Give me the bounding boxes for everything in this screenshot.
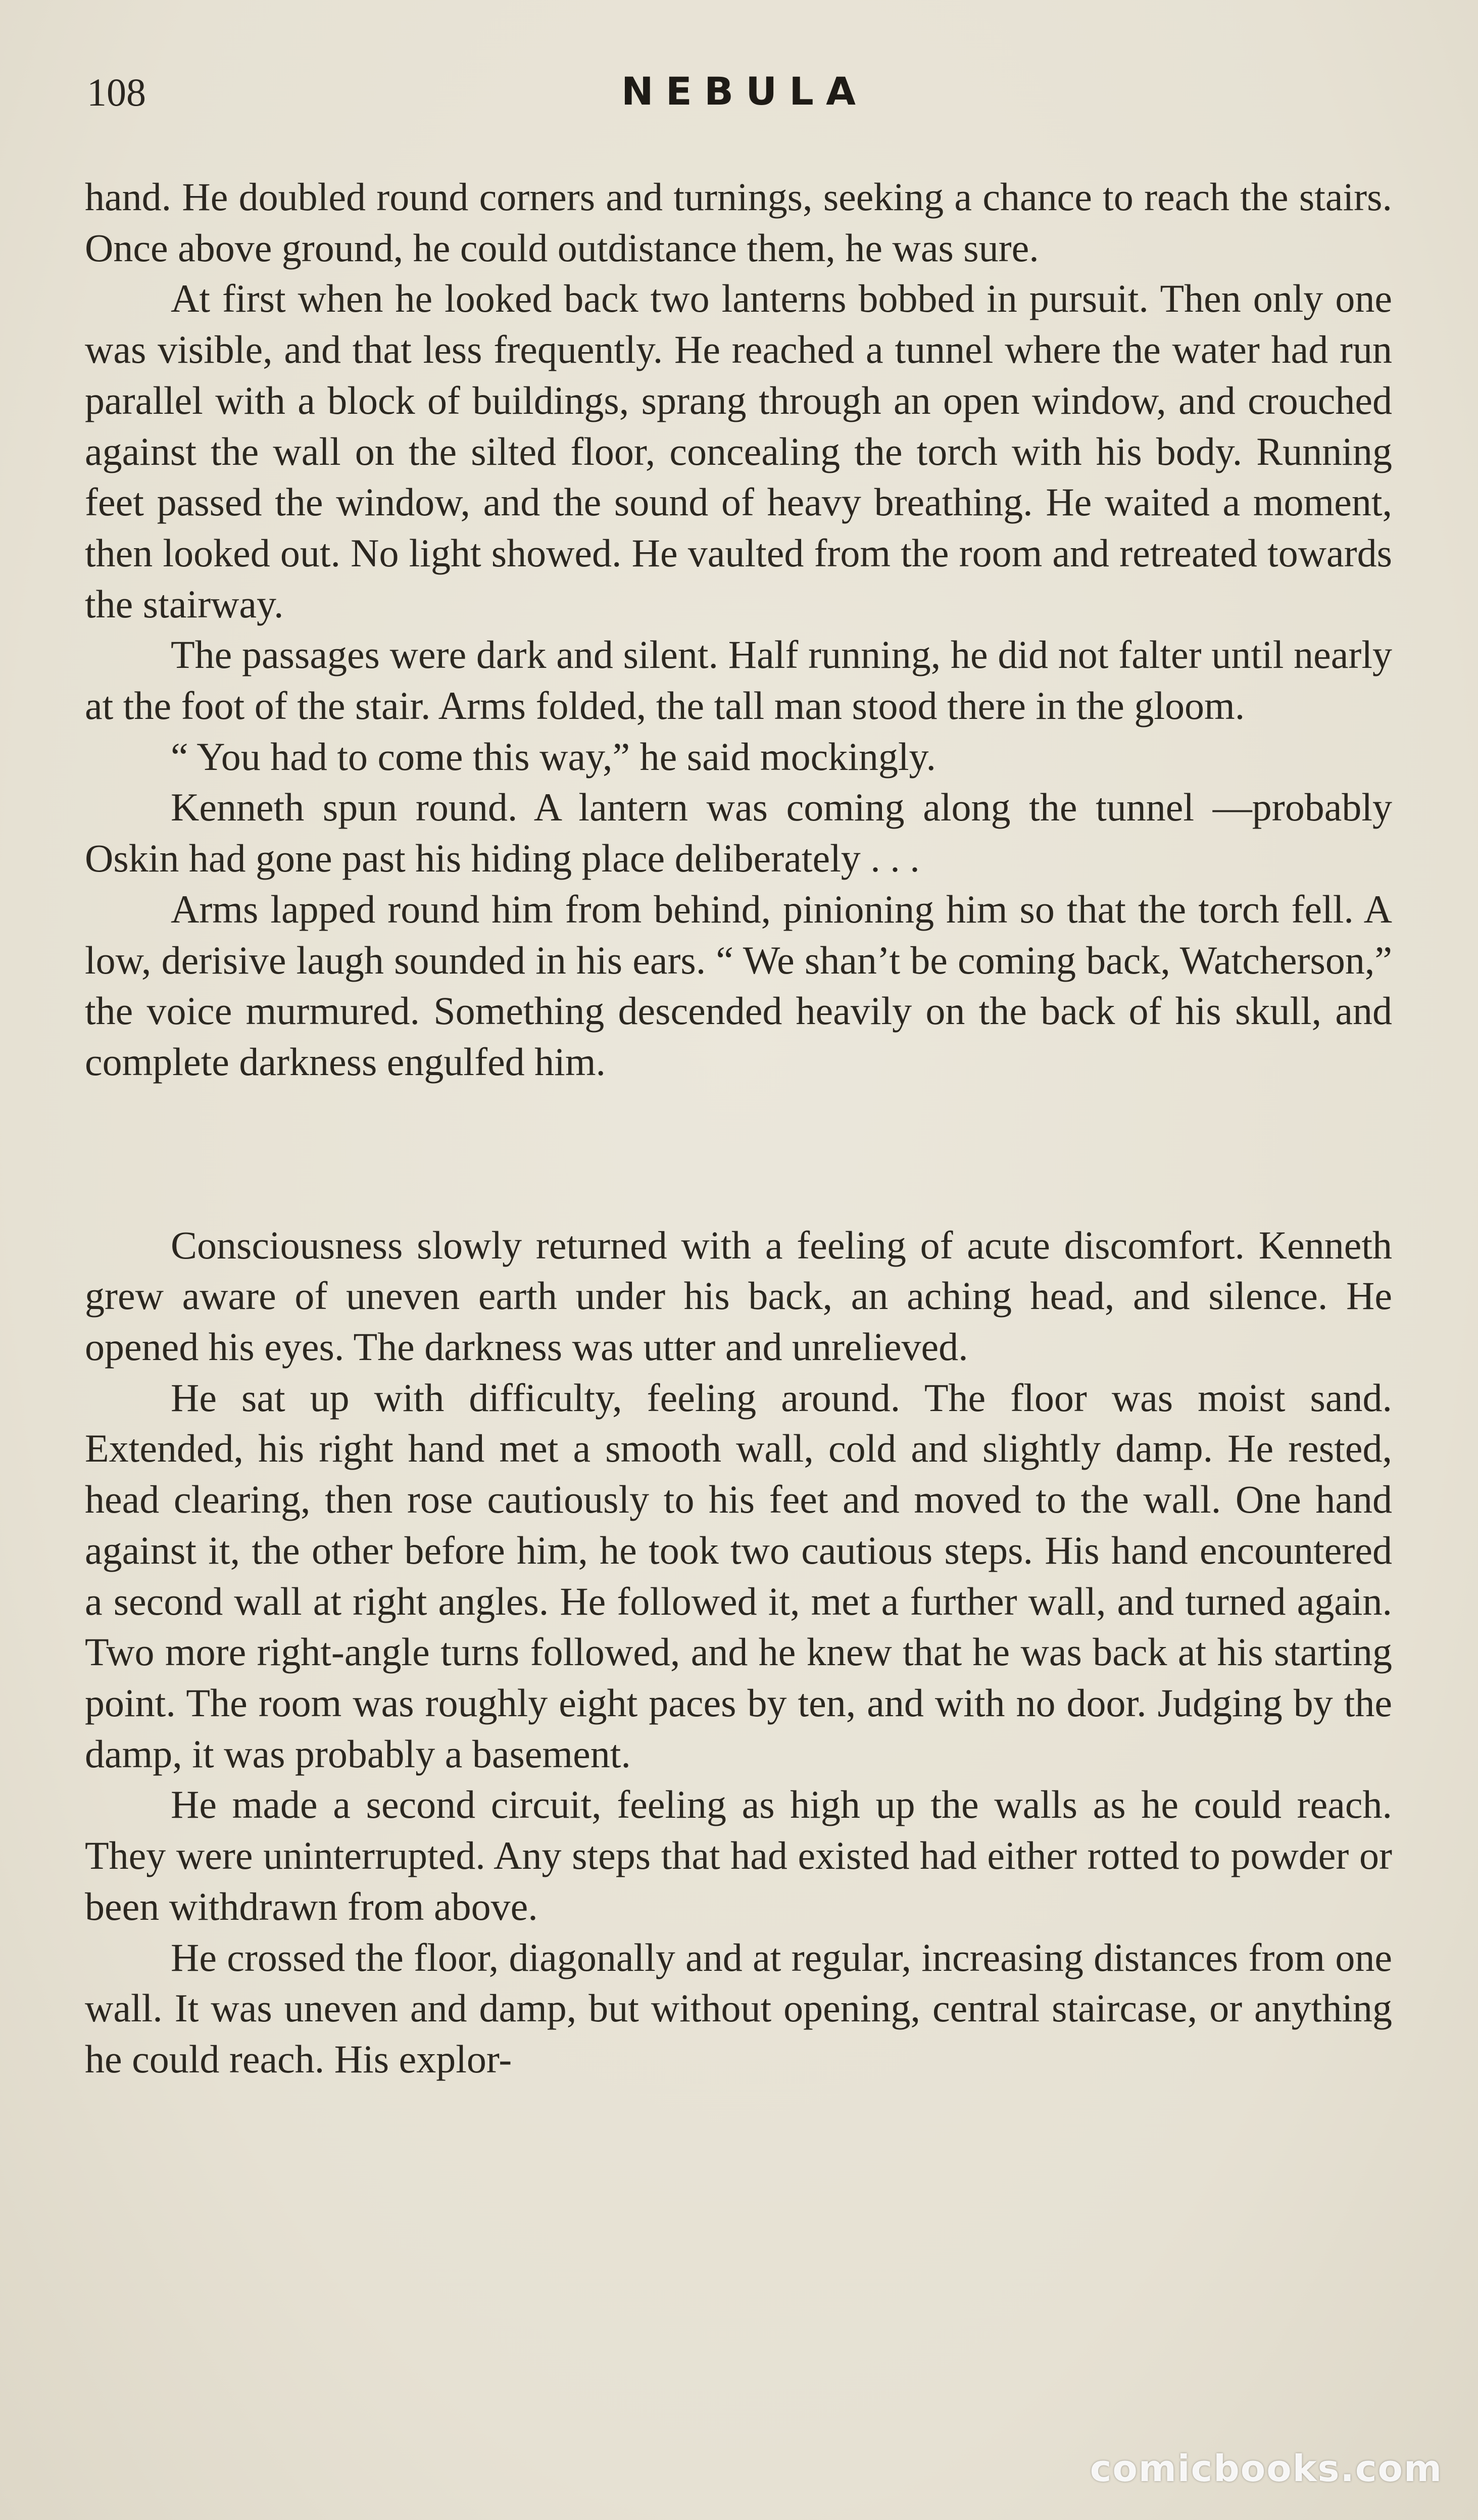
body-text <box>85 172 1392 2085</box>
watermark-logo: comicbooks.com <box>1090 2447 1443 2490</box>
paragraph-4: “ You had to come this way,” he said mockingly. <box>171 734 936 779</box>
paragraph-9: He made a second circuit, feeling as high up the walls as he could reach. They were uninterrupted. Any steps that had existed had either rotted to powder or been withdrawn from above. <box>85 1782 1392 1928</box>
section-break <box>85 1088 1392 1220</box>
paragraph-10: He crossed the floor, diagonally and at regular, increasing distances from one wall. It was uneven and damp, but without opening, central staircase, or anything he could reach. His explor- <box>85 1935 1392 2081</box>
paragraph-3: The passages were dark and silent. Half running, he did not falter until nearly at the foot of the stair. Arms folded, the tall man stood there in the gloom. <box>85 633 1392 728</box>
paragraph-6: Arms lapped round him from behind, pinioning him so that the torch fell. A low, derisive laugh sounded in his ears. “ We shan’t be coming back, Watcherson,” the voice murmured. Something descended heavily on the back of his skull, and complete darkness engulfed him. <box>85 887 1392 1084</box>
paragraph-7: Consciousness slowly returned with a feeling of acute discomfort. Kenneth grew aware of uneven earth under his back, an aching head, and silence. He opened his eyes. The darkness was utter and unrelieved. <box>85 1223 1392 1369</box>
page-header <box>87 65 1390 125</box>
paragraph-2: At first when he looked back two lanterns bobbed in pursuit. Then only one was visible, and that less frequently. He reached a tunnel where the water had run parallel with a block of buildings, sprang through an open window, and crouched against the wall on the silted floor, concealing the torch with his body. Running feet passed the window, and the sound of heavy breathing. He waited a moment, then looked out. No light showed. He vaulted from the room and retreated towards the stairway. <box>85 276 1392 626</box>
paragraph-8: He sat up with difficulty, feeling around. The floor was moist sand. Extended, his right hand met a smooth wall, cold and slightly damp. He rested, head clearing, then rose cautiously to his feet and moved to the wall. One hand against it, the other before him, he took two cautious steps. His hand encountered a second wall at right angles. He followed it, met a further wall, and turned again. Two more right-angle turns followed, and he knew that he was back at his starting point. The room was roughly eight paces by ten, and with no door. Judging by the damp, it was probably a basement. <box>85 1375 1392 1776</box>
page-number: 108 <box>87 70 146 114</box>
paragraph-1: hand. He doubled round corners and turnings, seeking a chance to reach the stairs. Once above ground, he could outdistance them, he was sure. <box>85 175 1392 270</box>
running-head: NEBULA <box>621 69 868 114</box>
paragraph-5: Kenneth spun round. A lantern was coming along the tunnel —probably Oskin had gone past his hiding place deliberately . . . <box>85 785 1392 881</box>
